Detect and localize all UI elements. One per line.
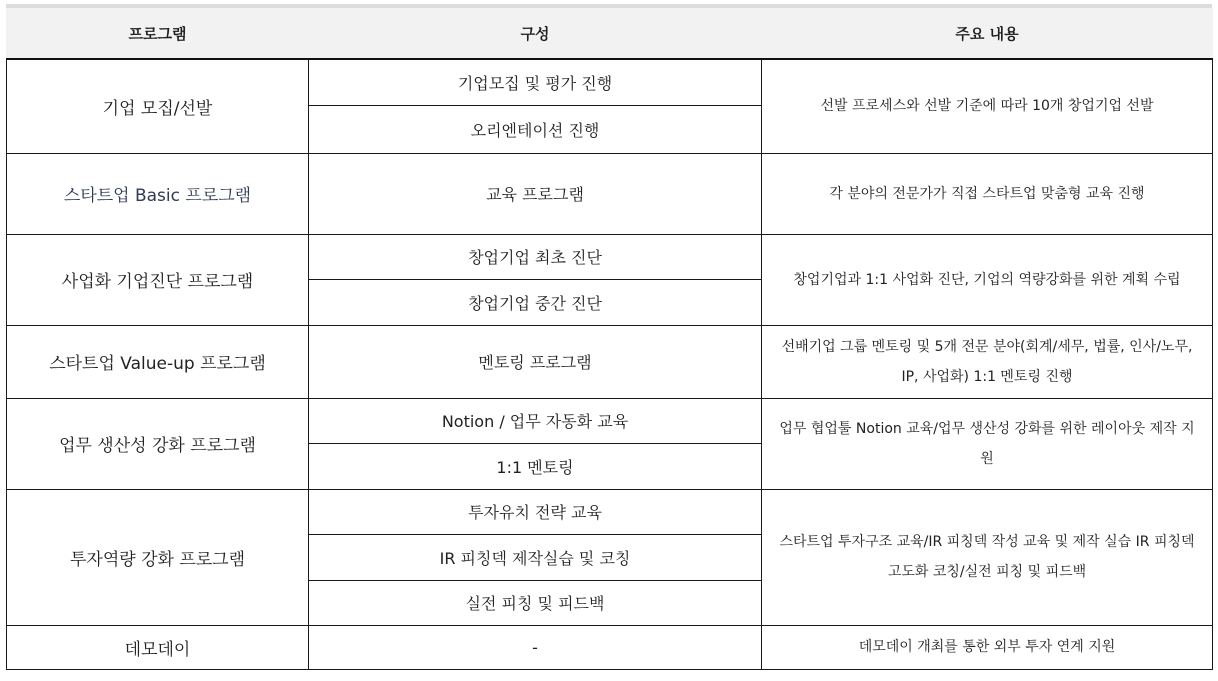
description-cell: 데모데이 개최를 통한 외부 투자 연계 지원: [762, 625, 1213, 669]
header-description: 주요 내용: [762, 8, 1213, 59]
program-cell: 사업화 기업진단 프로그램: [7, 234, 309, 325]
table-row: [7, 398, 1213, 443]
table-row: [7, 325, 1213, 398]
table-row: [7, 625, 1213, 669]
component-cell: Notion / 업무 자동화 교육: [309, 398, 762, 443]
header-program: 프로그램: [7, 8, 309, 59]
component-cell: 오리엔테이션 진행: [309, 105, 762, 153]
program-cell: 업무 생산성 강화 프로그램: [7, 398, 309, 489]
description-cell: 선배기업 그룹 멘토링 및 5개 전문 분야(회계/세무, 법률, 인사/노무, IP, 사업화) 1:1 멘토링 진행: [762, 325, 1213, 398]
program-cell: 스타트업 Basic 프로그램: [7, 153, 309, 234]
description-cell: 선발 프로세스와 선발 기준에 따라 10개 창업기업 선발: [762, 59, 1213, 153]
program-table: [6, 8, 1213, 670]
program-cell: 스타트업 Value-up 프로그램: [7, 325, 309, 398]
description-cell: 업무 협업툴 Notion 교육/업무 생산성 강화를 위한 레이아웃 제작 지원: [762, 398, 1213, 489]
component-cell: 멘토링 프로그램: [309, 325, 762, 398]
component-cell: 기업모집 및 평가 진행: [309, 59, 762, 105]
table-row: [7, 234, 1213, 279]
component-cell: IR 피칭덱 제작실습 및 코칭: [309, 534, 762, 580]
description-cell: 창업기업과 1:1 사업화 진단, 기업의 역량강화를 위한 계획 수립: [762, 234, 1213, 325]
description-cell: 스타트업 투자구조 교육/IR 피칭덱 작성 교육 및 제작 실습 IR 피칭덱 고도화 코칭/실전 피칭 및 피드백: [762, 489, 1213, 625]
component-cell: 1:1 멘토링: [309, 443, 762, 489]
table-row: [7, 153, 1213, 234]
program-cell: 기업 모집/선발: [7, 59, 309, 153]
header-components: 구성: [309, 8, 762, 59]
program-table-container: [6, 4, 1212, 670]
component-cell: -: [309, 625, 762, 669]
table-row: [7, 489, 1213, 534]
table-row: [7, 59, 1213, 105]
program-cell: 데모데이: [7, 625, 309, 669]
component-cell: 창업기업 중간 진단: [309, 279, 762, 325]
description-cell: 각 분야의 전문가가 직접 스타트업 맞춤형 교육 진행: [762, 153, 1213, 234]
component-cell: 투자유치 전략 교육: [309, 489, 762, 534]
component-cell: 교육 프로그램: [309, 153, 762, 234]
component-cell: 창업기업 최초 진단: [309, 234, 762, 279]
program-cell: 투자역량 강화 프로그램: [7, 489, 309, 625]
component-cell: 실전 피칭 및 피드백: [309, 580, 762, 625]
table-header-row: [7, 8, 1213, 59]
